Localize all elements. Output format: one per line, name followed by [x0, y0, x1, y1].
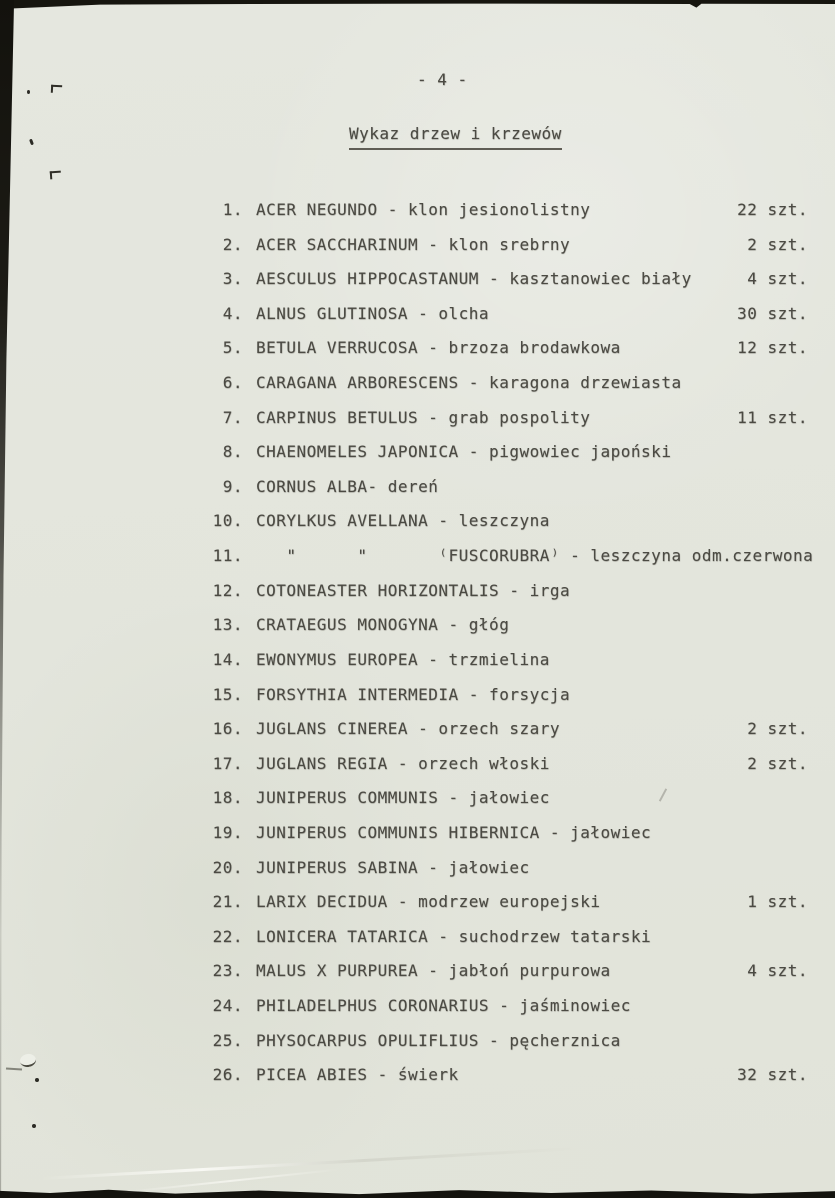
item-name: JUNIPERUS COMMUNIS HIBERNICA - jałowiec	[256, 822, 652, 842]
list-item	[196, 1065, 808, 1100]
list-item	[196, 858, 808, 893]
item-quantity: 32 szt.	[737, 1065, 808, 1085]
item-name: ACER SACCHARINUM - klon srebrny	[256, 234, 571, 254]
list-item	[196, 477, 808, 512]
scan-speck	[32, 1124, 36, 1128]
list-item	[196, 788, 808, 823]
item-name: AESCULUS HIPPOCASTANUM - kasztanowiec biały	[256, 269, 692, 289]
item-name: CRATAEGUS MONOGYNA - głóg	[256, 615, 510, 635]
list-item	[196, 1031, 808, 1066]
item-name: JUNIPERUS SABINA - jałowiec	[256, 857, 530, 877]
item-name: MALUS X PURPUREA - jabłoń purpurowa	[256, 961, 611, 981]
scan-mark	[6, 1067, 22, 1070]
tree-shrub-list	[196, 200, 814, 1100]
list-item	[196, 615, 808, 650]
list-item	[196, 408, 808, 443]
item-quantity: 4 szt.	[747, 961, 808, 981]
item-number: 17.	[212, 753, 243, 773]
item-number: 19.	[212, 822, 243, 842]
item-name: FORSYTHIA INTERMEDIA - forsycja	[256, 684, 571, 704]
scan-edge-top	[0, 0, 835, 9]
item-name: CORNUS ALBA- dereń	[256, 476, 439, 496]
item-number: 6.	[222, 373, 243, 393]
item-number: 13.	[212, 615, 243, 635]
item-number: 23.	[212, 961, 243, 981]
item-number: 10.	[212, 511, 243, 531]
item-number: 24.	[212, 996, 243, 1016]
page-number: - 4 -	[417, 70, 468, 89]
item-name: EWONYMUS EUROPEA - trzmielina	[256, 649, 550, 669]
item-number: 5.	[222, 338, 243, 358]
item-number: 8.	[222, 442, 243, 462]
list-item	[196, 442, 808, 477]
item-number: 12.	[212, 580, 243, 600]
scan-edge-left	[0, 0, 16, 1198]
list-item	[196, 304, 808, 339]
scan-mark	[50, 171, 62, 180]
item-number: 2.	[222, 234, 243, 254]
item-name: JUNIPERUS COMMUNIS - jałowiec	[256, 788, 550, 808]
item-quantity: 1 szt.	[747, 892, 808, 912]
scan-speck	[27, 90, 30, 94]
item-quantity: 11 szt.	[737, 407, 808, 427]
item-name: ACER NEGUNDO - klon jesionolistny	[256, 200, 591, 219]
page-title: Wykaz drzew i krzewów	[349, 124, 562, 150]
item-number: 9.	[222, 476, 243, 496]
list-item	[196, 581, 808, 616]
item-name: CORYLKUS AVELLANA - leszczyna	[256, 511, 550, 531]
item-quantity: 12 szt.	[737, 338, 808, 358]
item-quantity: 30 szt.	[737, 303, 808, 323]
item-number: 16.	[212, 719, 243, 739]
item-number: 22.	[212, 926, 243, 946]
item-quantity: 2 szt.	[747, 719, 808, 739]
item-quantity: 22 szt.	[737, 200, 808, 219]
item-name: PHYSOCARPUS OPULIFLIUS - pęcherznica	[256, 1030, 621, 1050]
item-name: " " ⁽FUSCORUBRA⁾ - leszczyna odm.czerwona	[256, 546, 814, 566]
list-item	[196, 892, 808, 927]
item-number: 25.	[212, 1030, 243, 1050]
list-item	[196, 685, 808, 720]
list-item	[196, 373, 808, 408]
item-number: 15.	[212, 684, 243, 704]
list-item	[196, 200, 808, 235]
item-quantity: 2 szt.	[747, 234, 808, 254]
item-quantity: 4 szt.	[747, 269, 808, 289]
scan-speck	[29, 139, 34, 146]
paper-crease	[40, 1147, 579, 1180]
item-number: 21.	[212, 892, 243, 912]
list-item	[196, 754, 808, 789]
item-name: LARIX DECIDUA - modrzew europejski	[256, 892, 601, 912]
item-number: 26.	[212, 1065, 243, 1085]
item-number: 7.	[222, 407, 243, 427]
item-number: 4.	[222, 303, 243, 323]
list-item	[196, 719, 808, 754]
list-item	[196, 235, 808, 270]
item-quantity: 2 szt.	[747, 753, 808, 773]
item-number: 1.	[222, 200, 243, 219]
scan-speck	[35, 1078, 39, 1082]
item-name: JUGLANS CINEREA - orzech szary	[256, 719, 560, 739]
item-number: 3.	[222, 269, 243, 289]
item-name: PHILADELPHUS CORONARIUS - jaśminowiec	[256, 996, 631, 1016]
list-item	[196, 269, 808, 304]
item-number: 14.	[212, 649, 243, 669]
item-name: ALNUS GLUTINOSA - olcha	[256, 303, 490, 323]
item-number: 20.	[212, 857, 243, 877]
list-item	[196, 996, 808, 1031]
list-item	[196, 650, 808, 685]
list-item	[196, 961, 808, 996]
list-item	[196, 511, 808, 546]
item-name: CHAENOMELES JAPONICA - pigwowiec japoński	[256, 442, 672, 462]
item-number: 18.	[212, 788, 243, 808]
list-item	[196, 546, 814, 581]
item-name: CARAGANA ARBORESCENS - karagona drzewiasta	[256, 373, 682, 393]
item-name: COTONEASTER HORIZONTALIS - irga	[256, 580, 571, 600]
item-name: PICEA ABIES - świerk	[256, 1065, 459, 1085]
item-name: BETULA VERRUCOSA - brzoza brodawkowa	[256, 338, 621, 358]
scan-mark	[51, 85, 62, 94]
punch-hole-mark	[19, 1053, 37, 1069]
item-name: LONICERA TATARICA - suchodrzew tatarski	[256, 926, 652, 946]
item-number: 11.	[212, 546, 243, 566]
list-item	[196, 338, 808, 373]
item-name: CARPINUS BETULUS - grab pospolity	[256, 407, 591, 427]
list-item	[196, 927, 808, 962]
item-name: JUGLANS REGIA - orzech włoski	[256, 753, 550, 773]
list-item	[196, 823, 808, 858]
